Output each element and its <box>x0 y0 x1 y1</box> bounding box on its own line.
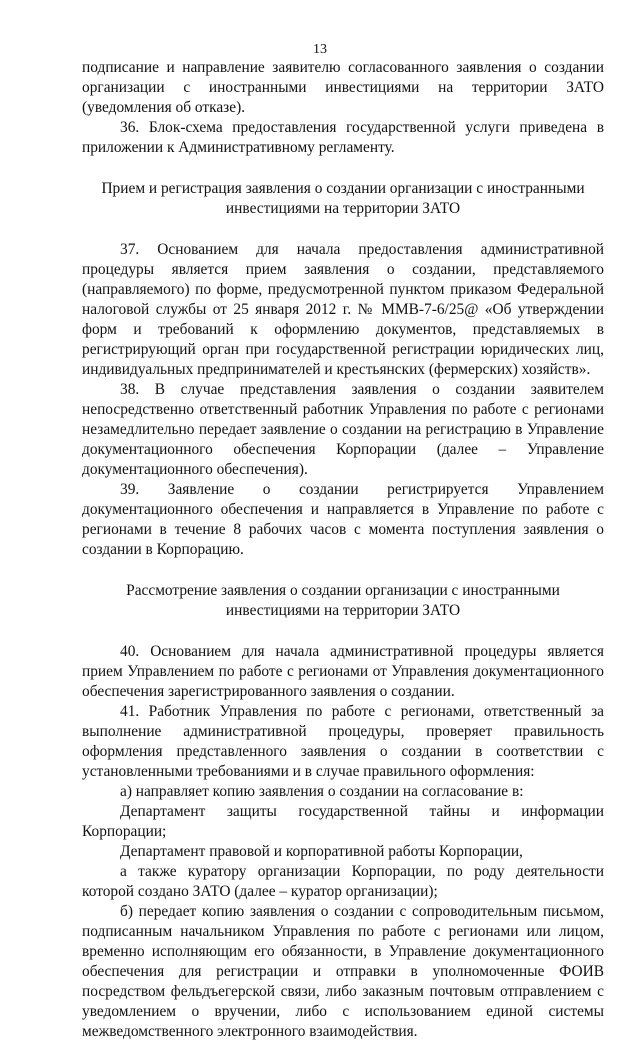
spacer <box>82 560 604 581</box>
page-number: 13 <box>313 42 327 57</box>
section-heading-registration: Прием и регистрация заявления о создании организации с иностранными инвестициями на территории ЗАТО <box>101 180 585 217</box>
paragraph-curator: а также куратору организации Корпорации, по роду деятельности которой создано ЗАТО (далее – куратор организации); <box>82 863 604 900</box>
section-heading-review: Рассмотрение заявления о создании организации с иностранными инвестициями на территории ЗАТО <box>126 582 560 619</box>
paragraph-40: 40. Основанием для начала административной процедуры является прием Управлением по работе с регионами от Управления документационного обеспечения зарегистрированного заявления о создании. <box>82 643 604 700</box>
paragraph-41-a: а) направляет копию заявления о создании на согласование в: <box>120 783 524 800</box>
spacer <box>82 158 604 179</box>
spacer <box>82 621 604 642</box>
paragraph-41: 41. Работник Управления по работе с регионами, ответственный за выполнение административной процедуры, проверяет правильность оформления представленного заявления о создании в соответствии с установленными требованиями и в случае правильного оформления: <box>82 703 604 780</box>
spacer <box>82 219 604 240</box>
paragraph-39: 39. Заявление о создании регистрируется Управлением документационного обеспечения и направляется в Управление по работе с регионами в течение 8 рабочих часов с момента поступления заявления о создании в Корпорацию. <box>82 481 604 558</box>
paragraph-dept-legal: Департамент правовой и корпоративной работы Корпорации, <box>120 843 523 860</box>
paragraph-38: 38. В случае представления заявления о создании заявителем непосредственно ответственный работник Управления по работе с регионами незамедлительно передает заявление о создании на регистрацию в Управление документационного обеспечения Корпорации (далее – Управление документационного обеспечения). <box>82 381 604 478</box>
paragraph-continuation: подписание и направление заявителю согласованного заявления о создании организации с иностранными инвестициями на территории ЗАТО (уведомления об отказе). <box>82 59 604 116</box>
paragraph-37: 37. Основанием для начала предоставления административной процедуры является прием заявления о создании, представляемого (направляемого) по форме, предусмотренной пунктом приказом Федеральной налоговой службы от 25 января 2012 г. № ММВ-7-6/25@ «Об утверждении форм и требований к оформлению документов, представляемых в регистрирующий орган при государственной регистрации юридических лиц, индивидуальных предпринимателей и крестьянских (фермерских) хозяйств». <box>82 241 604 378</box>
paragraph-41-b: б) передает копию заявления о создании с сопроводительным письмом, подписанным начальником Управления по работе с регионами или лицом, временно исполняющим его обязанности, в Управление документационного обеспечения для регистрации и отправки в уполномоченные ФОИВ посредством фельдъегерской связи, либо заказным почтовым отправлением с уведомлением о вручении, либо с использованием единой системы межведомственного электронного взаимодействия. <box>82 903 604 1040</box>
paragraph-dept-security: Департамент защиты государственной тайны и информации Корпорации; <box>82 803 604 840</box>
document-body <box>82 58 604 1042</box>
paragraph-36: 36. Блок-схема предоставления государственной услуги приведена в приложении к Административному регламенту. <box>82 119 604 156</box>
